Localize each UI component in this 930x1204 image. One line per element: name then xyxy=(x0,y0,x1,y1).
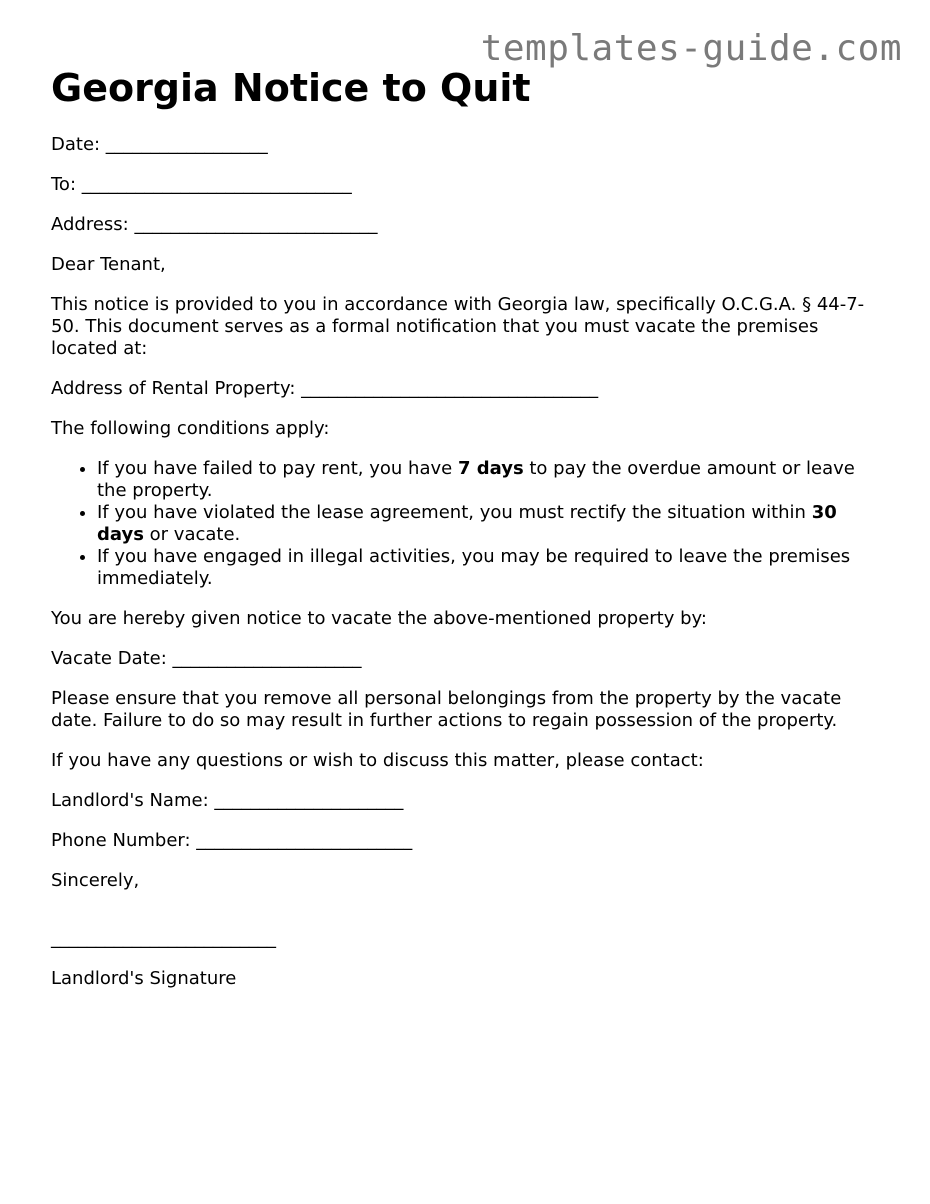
notice-document xyxy=(51,64,881,990)
watermark-logo: templates-guide.com xyxy=(480,28,902,69)
address-field: Address: ___________________________ xyxy=(51,214,378,235)
landlord-name-field: Landlord's Name: _____________________ xyxy=(51,790,404,811)
condition-text: If you have violated the lease agreement, you must rectify the situation within xyxy=(97,502,812,523)
condition-text: to pay the overdue amount or leave the property. xyxy=(97,458,855,501)
condition-text: If you have failed to pay rent, you have xyxy=(97,458,458,479)
contact-paragraph: If you have any questions or wish to discuss this matter, please contact: xyxy=(51,750,704,771)
rental-property-field: Address of Rental Property: _________________________________ xyxy=(51,378,599,399)
conditions-heading: The following conditions apply: xyxy=(51,418,330,439)
closing: Sincerely, xyxy=(51,870,140,891)
list-item xyxy=(97,458,881,502)
to-field: To: ______________________________ xyxy=(51,174,352,195)
condition-bold: 7 days xyxy=(457,458,524,479)
belongings-paragraph: Please ensure that you remove all personal belongings from the property by the vacate date. Failure to do so may result in further actions to regain possession of the property. xyxy=(51,688,842,731)
date-field: Date: __________________ xyxy=(51,134,268,155)
signature-line: _________________________ xyxy=(51,928,276,949)
condition-text: If you have engaged in illegal activities, you may be required to leave the premises immediately. xyxy=(97,546,851,589)
salutation: Dear Tenant, xyxy=(51,254,166,275)
condition-text: or vacate. xyxy=(143,524,241,545)
condition-bold: 30 days xyxy=(97,502,837,545)
notice-paragraph: You are hereby given notice to vacate the above-mentioned property by: xyxy=(51,608,707,629)
list-item xyxy=(97,502,881,546)
conditions-list xyxy=(51,458,881,590)
document-title: Georgia Notice to Quit xyxy=(51,66,531,110)
intro-paragraph: This notice is provided to you in accordance with Georgia law, specifically O.C.G.A. § 44-7-50. This document serves as a formal notification that you must vacate the premises located at: xyxy=(51,294,865,359)
list-item xyxy=(97,546,881,590)
signature-label: Landlord's Signature xyxy=(51,968,237,989)
phone-number-field: Phone Number: ________________________ xyxy=(51,830,413,851)
vacate-date-field: Vacate Date: _____________________ xyxy=(51,648,362,669)
